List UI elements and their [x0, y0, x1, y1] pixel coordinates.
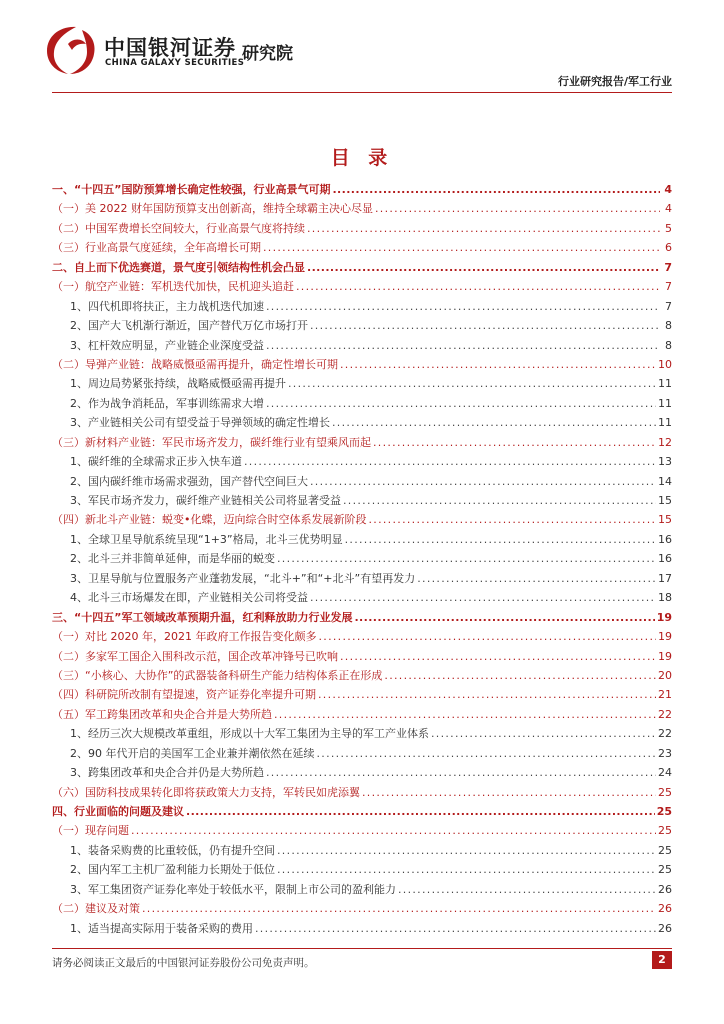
toc-entry-page: 11: [658, 416, 672, 430]
toc-entry-page: 13: [658, 455, 672, 469]
toc-entry[interactable]: [52, 763, 672, 782]
toc-entry-title: 1、四代机即将扶正，主力战机迭代加速: [70, 299, 264, 313]
toc-entry-title: 3、产业链相关公司有望受益于导弹领域的确定性增长: [70, 416, 330, 430]
report-type-label: 行业研究报告/军工行业: [557, 75, 672, 88]
toc-leader-dots: [343, 491, 656, 510]
toc-entry-page: 7: [665, 280, 672, 294]
toc-entry[interactable]: [52, 472, 672, 491]
toc-entry[interactable]: [52, 705, 672, 724]
toc-entry-page: 21: [658, 688, 672, 702]
toc-leader-dots: [274, 705, 656, 724]
toc-entry[interactable]: [52, 666, 672, 685]
toc-entry-page: 4: [665, 202, 672, 216]
toc-entry[interactable]: [52, 530, 672, 549]
toc-entry-page: 7: [665, 299, 672, 313]
toc-leader-dots: [310, 316, 660, 335]
toc-leader-dots: [373, 433, 656, 452]
toc-entry[interactable]: [52, 647, 672, 666]
toc-leader-dots: [354, 608, 654, 627]
toc-leader-dots: [310, 588, 656, 607]
toc-entry-page: 25: [658, 843, 672, 857]
toc-entry[interactable]: [52, 452, 672, 471]
toc-entry-page: 17: [658, 571, 672, 585]
toc-entry[interactable]: [52, 238, 672, 257]
toc-entry-title: 1、装备采购费的比重较低，仍有提升空间: [70, 843, 275, 857]
toc-entry[interactable]: [52, 433, 672, 452]
toc-entry-page: 26: [658, 882, 672, 896]
toc-leader-dots: [288, 374, 656, 393]
toc-entry-title: 2、北斗三并非简单延伸，而是华丽的蜕变: [70, 552, 275, 566]
toc-leader-dots: [277, 549, 656, 568]
toc-leader-dots: [142, 899, 656, 918]
toc-leader-dots: [266, 297, 660, 316]
toc-entry-title: 1、全球卫星导航系统呈现“1+3”格局，北斗三优势明显: [70, 532, 343, 546]
toc-entry[interactable]: [52, 355, 672, 374]
toc-entry-title: 1、周边局势紧张持续，战略威慑亟需再提升: [70, 377, 286, 391]
toc-entry-page: 4: [664, 183, 672, 196]
toc-entry-page: 16: [658, 552, 672, 566]
toc-leader-dots: [362, 783, 656, 802]
toc-entry[interactable]: [52, 491, 672, 510]
toc-entry[interactable]: [52, 199, 672, 218]
toc-entry-title: （二）中国军费增长空间较大，行业高景气度将持续: [52, 221, 305, 235]
toc-entry-title: 3、卫星导航与位置服务产业蓬勃发展，“北斗+”和“+北斗”有望再发力: [70, 571, 416, 585]
toc-entry[interactable]: [52, 685, 672, 704]
toc-leader-dots: [332, 413, 656, 432]
toc-entry-page: 26: [658, 902, 672, 916]
toc-entry-title: （四）新北斗产业链：蜕变•化蝶，迈向综合时空体系发展新阶段: [52, 513, 367, 527]
toc-entry-title: （三）“小核心、大协作”的武器装备科研生产能力结构体系正在形成: [52, 668, 383, 682]
toc-leader-dots: [266, 763, 656, 782]
toc-entry-page: 26: [658, 921, 672, 935]
toc-title: 目 录: [330, 147, 394, 169]
toc-entry-title: 3、跨集团改革和央企合并仍是大势所趋: [70, 766, 264, 780]
toc-entry-title: 四、行业面临的问题及建议: [52, 805, 184, 818]
toc-entry-page: 25: [658, 863, 672, 877]
toc-leader-dots: [307, 219, 660, 238]
toc-entry-page: 7: [664, 260, 672, 274]
department-label: 研究院: [242, 44, 293, 64]
toc-entry-page: 19: [658, 649, 672, 663]
toc-entry[interactable]: [52, 297, 672, 316]
toc-entry-page: 18: [658, 591, 672, 605]
toc-entry-title: 1、适当提高实际用于装备采购的费用: [70, 921, 253, 935]
toc-entry[interactable]: [52, 336, 672, 355]
toc-entry[interactable]: [52, 180, 672, 199]
galaxy-logo-icon: [42, 24, 98, 76]
toc-entry-page: 11: [658, 377, 672, 391]
toc-leader-dots: [369, 510, 657, 529]
toc-leader-dots: [332, 180, 660, 199]
toc-entry-title: （一）航空产业链：军机迭代加快，民机迎头追赶: [52, 280, 294, 294]
toc-entry-title: 2、作为战争消耗品，军事训练需求大增: [70, 396, 264, 410]
toc-entry-title: 2、国内军工主机厂盈利能力长期处于低位: [70, 863, 275, 877]
toc-entry-page: 11: [658, 396, 672, 410]
toc-entry-title: 1、经历三次大规模改革重组，形成以十大军工集团为主导的军工产业体系: [70, 727, 429, 741]
toc-leader-dots: [398, 880, 656, 899]
footer-divider: [52, 948, 672, 949]
toc-entry-title: （二）导弹产业链：战略威慑亟需再提升，确定性增长可期: [52, 357, 338, 371]
toc-entry-title: （六）国防科技成果转化即将获政策大力支持，军转民如虎添翼: [52, 785, 360, 799]
toc-leader-dots: [318, 685, 656, 704]
toc-entry[interactable]: [52, 841, 672, 860]
toc-entry-title: （一）对比 2020 年，2021 年政府工作报告变化颇多: [52, 630, 317, 644]
toc-entry[interactable]: [52, 413, 672, 432]
toc-entry-title: 2、国产大飞机渐行渐近，国产替代万亿市场打开: [70, 319, 308, 333]
toc-entry[interactable]: [52, 374, 672, 393]
toc-entry-page: 15: [658, 513, 672, 527]
toc-entry-page: 6: [665, 241, 672, 255]
toc-entry[interactable]: [52, 880, 672, 899]
toc-leader-dots: [318, 627, 656, 646]
toc-entry-page: 16: [658, 532, 672, 546]
toc-entry-page: 10: [658, 357, 672, 371]
toc-leader-dots: [340, 355, 656, 374]
toc-entry[interactable]: [52, 316, 672, 335]
toc-entry-title: 3、杠杆效应明显，产业链企业深度受益: [70, 338, 264, 352]
toc-leader-dots: [317, 744, 657, 763]
toc-leader-dots: [384, 666, 656, 685]
toc-entry-title: （五）军工跨集团改革和央企合并是大势所趋: [52, 707, 272, 721]
toc-entry-page: 25: [658, 824, 672, 838]
toc-leader-dots: [263, 238, 660, 257]
toc-entry[interactable]: [52, 899, 672, 918]
toc-leader-dots: [345, 530, 656, 549]
toc-entry[interactable]: [52, 608, 672, 627]
page-header: [0, 0, 724, 100]
toc-entry-title: （三）行业高景气度延续，全年高增长可期: [52, 241, 261, 255]
toc-leader-dots: [277, 841, 656, 860]
toc-entry-title: （一）现存问题: [52, 824, 129, 838]
toc-entry-page: 23: [658, 746, 672, 760]
toc-entry[interactable]: [52, 783, 672, 802]
toc-entry[interactable]: [52, 860, 672, 879]
toc-leader-dots: [431, 724, 656, 743]
page-number: 2: [652, 951, 672, 969]
toc-entry-page: 8: [665, 338, 672, 352]
toc-entry[interactable]: [52, 258, 672, 277]
toc-leader-dots: [255, 919, 656, 938]
toc-entry[interactable]: [52, 219, 672, 238]
toc-entry-page: 24: [658, 766, 672, 780]
toc-entry[interactable]: [52, 802, 672, 821]
toc-leader-dots: [296, 277, 660, 296]
toc-entry-title: 2、国内碳纤维市场需求强劲，国产替代空间巨大: [70, 474, 308, 488]
toc-entry-page: 8: [665, 319, 672, 333]
toc-entry-page: 15: [658, 494, 672, 507]
toc-entry[interactable]: [52, 394, 672, 413]
toc-entry[interactable]: [52, 919, 672, 938]
toc-entry-title: （四）科研院所改制有望提速，资产证券化率提升可期: [52, 688, 316, 702]
toc-entry-page: 12: [658, 435, 672, 449]
brand-name-en: CHINA GALAXY SECURITIES: [105, 58, 245, 68]
toc-entry[interactable]: [52, 588, 672, 607]
toc-entry-page: 25: [658, 785, 672, 799]
toc-entry-page: 25: [656, 805, 672, 818]
toc-entry-title: （三）新材料产业链：军民市场齐发力，碳纤维行业有望乘风而起: [52, 435, 371, 449]
toc-entry-title: （二）建议及对策: [52, 902, 140, 916]
toc-entry-title: 4、北斗三市场爆发在即，产业链相关公司将受益: [70, 591, 308, 605]
toc-leader-dots: [307, 258, 660, 277]
toc-entry-title: 1、碳纤维的全球需求正步入快车道: [70, 455, 242, 469]
toc-leader-dots: [131, 821, 656, 840]
table-of-contents: [52, 180, 672, 938]
footer-disclaimer: 请务必阅读正文最后的中国银河证券股份公司免责声明。: [52, 957, 315, 969]
toc-entry-title: 2、90 年代开启的美国军工企业兼并潮依然在延续: [70, 746, 315, 760]
brand-name-cn: 中国银河证券: [104, 36, 236, 60]
toc-entry[interactable]: [52, 549, 672, 568]
toc-entry-page: 22: [658, 707, 672, 721]
toc-entry[interactable]: [52, 277, 672, 296]
toc-leader-dots: [186, 802, 655, 821]
toc-entry-title: （二）多家军工国企入围科改示范，国企改革冲锋号已吹响: [52, 649, 338, 663]
toc-leader-dots: [266, 336, 660, 355]
toc-entry-page: 19: [658, 630, 672, 644]
toc-entry[interactable]: [52, 744, 672, 763]
toc-entry-title: 二、自上而下优选赛道，景气度引领结构性机会凸显: [52, 260, 305, 274]
toc-entry[interactable]: [52, 627, 672, 646]
toc-entry[interactable]: [52, 510, 672, 529]
header-divider: [52, 92, 672, 93]
toc-leader-dots: [244, 452, 656, 471]
toc-entry-title: 3、军民市场齐发力，碳纤维产业链相关公司将显著受益: [70, 494, 341, 507]
toc-leader-dots: [310, 472, 656, 491]
toc-leader-dots: [417, 569, 656, 588]
toc-leader-dots: [277, 860, 656, 879]
toc-entry-title: 一、“十四五”国防预算增长确定性较强，行业高景气可期: [52, 183, 331, 196]
toc-entry-page: 20: [658, 668, 672, 682]
toc-entry[interactable]: [52, 569, 672, 588]
toc-entry-page: 5: [665, 221, 672, 235]
toc-entry-page: 22: [658, 727, 672, 741]
toc-leader-dots: [340, 647, 656, 666]
toc-entry-title: （一）美 2022 财年国防预算支出创新高，维持全球霸主决心尽显: [52, 202, 373, 216]
toc-entry-title: 3、军工集团资产证券化率处于较低水平，限制上市公司的盈利能力: [70, 882, 396, 896]
toc-entry[interactable]: [52, 821, 672, 840]
toc-entry[interactable]: [52, 724, 672, 743]
toc-entry-title: 三、“十四五”军工领域改革预期升温，红利释放助力行业发展: [52, 610, 353, 624]
toc-entry-page: 19: [656, 610, 672, 624]
toc-entry-page: 14: [658, 474, 672, 488]
toc-leader-dots: [375, 199, 660, 218]
toc-leader-dots: [266, 394, 656, 413]
